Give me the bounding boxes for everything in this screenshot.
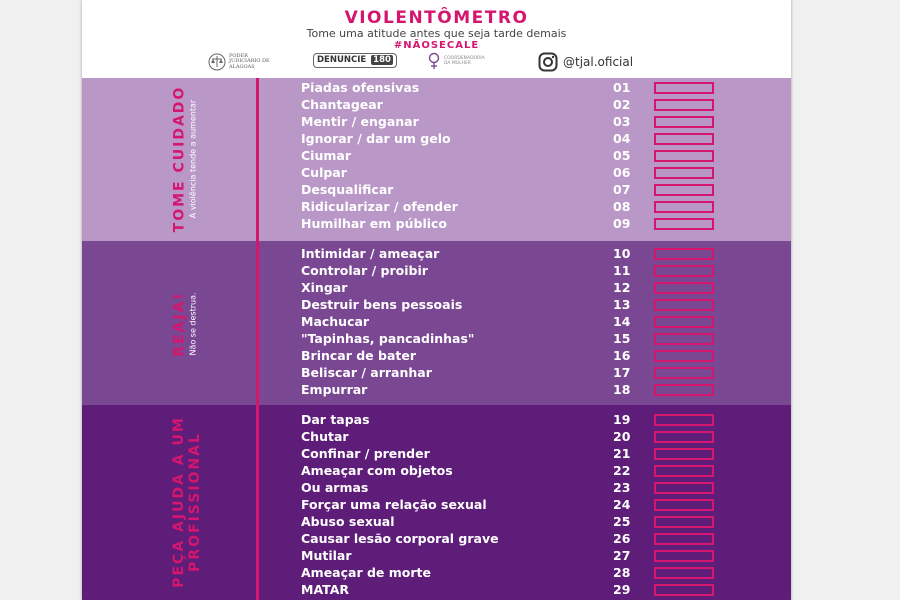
list-item <box>301 381 721 398</box>
side-label-reaja <box>172 291 199 357</box>
section-title-line1: PEÇA AJUDA A UM <box>171 416 187 588</box>
list-item <box>301 581 721 598</box>
item-label: Chutar <box>301 429 349 444</box>
item-number: 16 <box>613 348 631 363</box>
item-label: Forçar uma relação sexual <box>301 497 487 512</box>
checkbox-outline <box>654 333 714 345</box>
item-number: 29 <box>613 582 631 597</box>
section-title-line2: PROFISSIONAL <box>187 432 203 572</box>
section-subtitle: A violência tende a aumentar <box>188 99 198 219</box>
item-number: 11 <box>613 263 631 278</box>
list-item <box>301 364 721 381</box>
list-item <box>301 411 721 428</box>
item-number: 23 <box>613 480 631 495</box>
item-label: Empurrar <box>301 382 368 397</box>
checkbox-outline <box>654 201 714 213</box>
item-number: 24 <box>613 497 631 512</box>
item-label: Dar tapas <box>301 412 370 427</box>
item-number: 02 <box>613 97 631 112</box>
list-item <box>301 96 721 113</box>
checkbox-outline <box>654 116 714 128</box>
denuncie-label: DENUNCIE <box>317 55 367 65</box>
list-item <box>301 313 721 330</box>
list-item <box>301 147 721 164</box>
checkbox-outline <box>654 82 714 94</box>
item-number: 09 <box>613 216 631 231</box>
instagram-icon <box>538 52 558 72</box>
item-label: "Tapinhas, pancadinhas" <box>301 331 475 346</box>
checkbox-outline <box>654 265 714 277</box>
list-item <box>301 215 721 232</box>
list-item <box>301 79 721 96</box>
item-label: Ameaçar com objetos <box>301 463 453 478</box>
checkbox-outline <box>654 282 714 294</box>
list-item <box>301 547 721 564</box>
item-label: Ciumar <box>301 148 351 163</box>
section-subtitle: Não se destrua. <box>188 292 198 356</box>
item-number: 17 <box>613 365 631 380</box>
list-item <box>301 564 721 581</box>
item-number: 03 <box>613 114 631 129</box>
checkbox-outline <box>654 133 714 145</box>
list-item <box>301 181 721 198</box>
list-item <box>301 513 721 530</box>
hashtag: #NÃOSECALE <box>393 40 480 51</box>
list-item <box>301 479 721 496</box>
item-number: 25 <box>613 514 631 529</box>
checkbox-outline <box>654 248 714 260</box>
checkbox-outline <box>654 299 714 311</box>
female-symbol-icon <box>428 52 440 70</box>
poster-title: VIOLENTÔMETRO <box>344 8 529 28</box>
scales-icon <box>208 53 226 71</box>
checkbox-outline <box>654 184 714 196</box>
checkbox-outline <box>654 167 714 179</box>
item-number: 01 <box>613 80 631 95</box>
item-number: 15 <box>613 331 631 346</box>
checkbox-outline <box>654 465 714 477</box>
item-number: 10 <box>613 246 631 261</box>
item-label: Ignorar / dar um gelo <box>301 131 451 146</box>
checkbox-outline <box>654 350 714 362</box>
list-item <box>301 496 721 513</box>
item-number: 28 <box>613 565 631 580</box>
checkbox-outline <box>654 316 714 328</box>
list-item <box>301 330 721 347</box>
checkbox-outline <box>654 567 714 579</box>
item-label: Mentir / enganar <box>301 114 419 129</box>
violentometro-poster <box>82 0 791 600</box>
item-label: Causar lesão corporal grave <box>301 531 499 546</box>
list-item <box>301 113 721 130</box>
item-number: 27 <box>613 548 631 563</box>
instagram-handle: @tjal.oficial <box>563 55 634 69</box>
section-title: REAJA! <box>171 291 188 357</box>
item-label: Brincar de bater <box>301 348 417 363</box>
checkbox-outline <box>654 99 714 111</box>
item-number: 26 <box>613 531 631 546</box>
item-number: 08 <box>613 199 631 214</box>
item-number: 07 <box>613 182 631 197</box>
list-item <box>301 279 721 296</box>
checkbox-outline <box>654 550 714 562</box>
item-label: Desqualificar <box>301 182 394 197</box>
checkbox-outline <box>654 516 714 528</box>
item-number: 21 <box>613 446 631 461</box>
denuncie-180-badge <box>313 53 397 68</box>
item-label: Abuso sexual <box>301 514 395 529</box>
coordenadoria-logo-text: COORDENADORIA DA MULHER <box>444 56 485 66</box>
checkbox-outline <box>654 431 714 443</box>
denuncie-number: 180 <box>373 55 391 65</box>
item-label: Ameaçar de morte <box>301 565 431 580</box>
item-number: 19 <box>613 412 631 427</box>
item-number: 06 <box>613 165 631 180</box>
item-label: Humilhar em público <box>301 216 448 231</box>
item-label: MATAR <box>301 582 349 597</box>
item-label: Ou armas <box>301 480 369 495</box>
item-label: Mutilar <box>301 548 352 563</box>
list-item <box>301 530 721 547</box>
list-item <box>301 245 721 262</box>
item-number: 18 <box>613 382 631 397</box>
section-title: TOME CUIDADO <box>171 85 188 233</box>
checkbox-outline <box>654 414 714 426</box>
coordenadoria-logo <box>428 52 484 70</box>
side-label-tome-cuidado <box>172 86 199 233</box>
checkbox-outline <box>654 218 714 230</box>
checkbox-outline <box>654 584 714 596</box>
list-item <box>301 164 721 181</box>
tjal-logo-text: PODER JUDICIÁRIO DE ALAGOAS <box>229 52 270 70</box>
side-label-peca-ajuda <box>171 416 203 588</box>
item-number: 14 <box>613 314 631 329</box>
divider-line <box>256 78 259 600</box>
list-item <box>301 347 721 364</box>
item-number: 12 <box>613 280 631 295</box>
checkbox-outline <box>654 499 714 511</box>
item-number: 20 <box>613 429 631 444</box>
poster-subtitle: Tome uma atitude antes que seja tarde demais <box>306 27 567 40</box>
item-label: Confinar / prender <box>301 446 430 461</box>
item-number: 05 <box>613 148 631 163</box>
list-item <box>301 428 721 445</box>
checkbox-outline <box>654 482 714 494</box>
list-item <box>301 262 721 279</box>
item-label: Chantagear <box>301 97 383 112</box>
checkbox-outline <box>654 533 714 545</box>
checkbox-outline <box>654 384 714 396</box>
list-item <box>301 445 721 462</box>
item-number: 04 <box>613 131 631 146</box>
item-label: Xingar <box>301 280 348 295</box>
list-item <box>301 130 721 147</box>
list-item <box>301 462 721 479</box>
item-label: Destruir bens pessoais <box>301 297 463 312</box>
checkbox-outline <box>654 367 714 379</box>
item-label: Controlar / proibir <box>301 263 428 278</box>
item-number: 13 <box>613 297 631 312</box>
checkbox-outline <box>654 448 714 460</box>
list-item <box>301 198 721 215</box>
item-label: Piadas ofensivas <box>301 80 420 95</box>
item-number: 22 <box>613 463 631 478</box>
item-label: Ridicularizar / ofender <box>301 199 458 214</box>
checkbox-outline <box>654 150 714 162</box>
item-label: Intimidar / ameaçar <box>301 246 440 261</box>
list-item <box>301 296 721 313</box>
tjal-logo <box>208 52 275 72</box>
header <box>82 0 791 78</box>
item-label: Machucar <box>301 314 370 329</box>
instagram-link[interactable] <box>538 52 633 72</box>
item-label: Beliscar / arranhar <box>301 365 432 380</box>
item-label: Culpar <box>301 165 347 180</box>
